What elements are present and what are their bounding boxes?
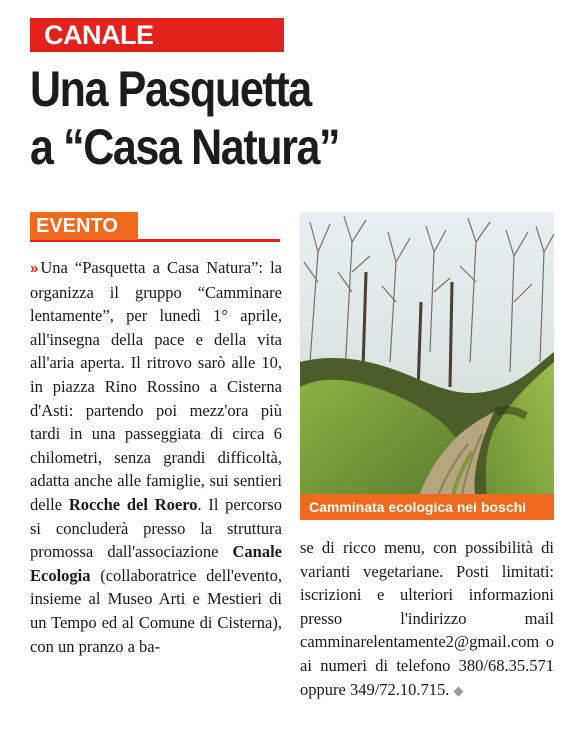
forest-path-photo — [300, 212, 554, 520]
article-column-right — [300, 536, 554, 702]
section-label: CANALE — [30, 18, 284, 52]
lead-arrow-icon: » — [30, 260, 39, 277]
article-paragraph-continued — [300, 536, 554, 702]
article-paragraph — [30, 256, 282, 658]
article-text-c: (collaboratrice dell'evento, insieme al Museo Arti e Mestieri di un Tempo ed al Comune di Cisterna), con un pranzo a ba- — [30, 565, 282, 656]
headline-line-1: Una Pasquetta — [30, 61, 311, 117]
forest-path-image — [300, 212, 554, 520]
association-name: Canale Ecologia — [30, 542, 282, 585]
end-diamond-icon: ◆ — [453, 682, 464, 698]
place-name: Rocche del Roero — [68, 494, 198, 514]
headline — [30, 60, 494, 176]
article-text-d: se di ricco menu, con possibilità di varianti vegetariane. Posti limitati: iscrizioni e ulteriori informazioni presso l'indirizzo mail camminarelentamente2@gmail.com o ai numeri di telefono 380/68.35.571 oppure 349/72.10.715. — [300, 538, 554, 699]
photo-caption: Camminata ecologica nei boschi — [300, 494, 554, 520]
headline-line-2: a “Casa Natura” — [30, 119, 340, 175]
article-column-left — [30, 256, 282, 658]
article-text-a: Una “Pasquetta a Casa Natura”: la organizza il gruppo “Camminare lentamente”, per lunedì 1° aprile, all'insegna della pace e della vita all'aria aperta. Il ritrovo sarò alle 10, in piazza Rino Rossino a Cisterna d'Asti: partendo poi mezz'ora più tardi in una passeggiata di circa 6 chilometri, senza grandi difficoltà, adatta anche alle famiglie, sui sentieri delle — [30, 258, 282, 514]
kicker-label: EVENTO — [30, 212, 138, 240]
article-text-b: . Il percorso si concluderà presso la struttura promossa dall'associazione — [30, 494, 282, 562]
